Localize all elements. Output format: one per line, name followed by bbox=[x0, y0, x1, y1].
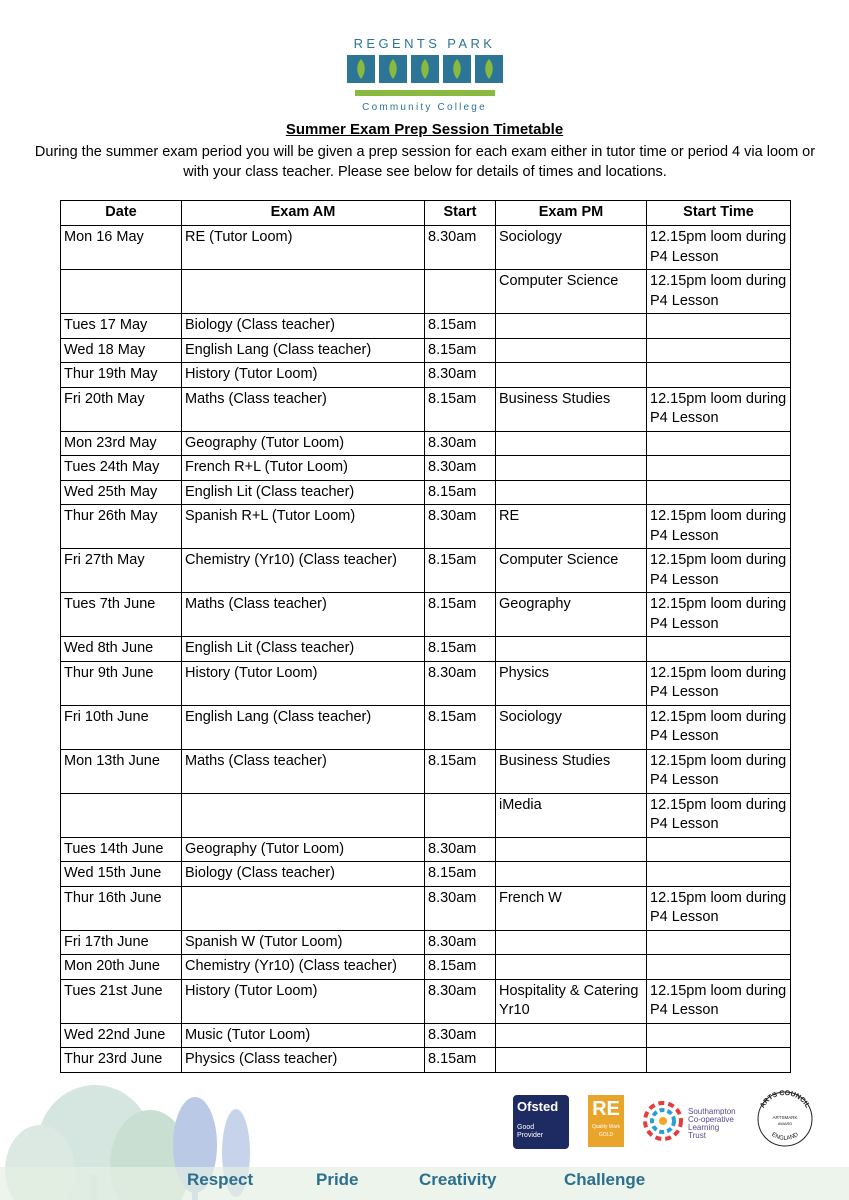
table-row bbox=[61, 793, 791, 837]
cell-date: Thur 16th June bbox=[61, 886, 182, 930]
cell-exam-am: Maths (Class teacher) bbox=[182, 749, 425, 793]
table-row bbox=[61, 363, 791, 388]
cell-exam-am: Maths (Class teacher) bbox=[182, 593, 425, 637]
cell-date: Fri 20th May bbox=[61, 387, 182, 431]
arts-council-badge bbox=[755, 1083, 815, 1153]
ofsted-line2: Provider bbox=[517, 1132, 544, 1139]
ofsted-badge bbox=[513, 1095, 569, 1149]
table-row bbox=[61, 387, 791, 431]
cell-date: Tues 7th June bbox=[61, 593, 182, 637]
table-row bbox=[61, 1023, 791, 1048]
re-quality-mark-badge bbox=[588, 1095, 624, 1147]
cell-exam-am: History (Tutor Loom) bbox=[182, 979, 425, 1023]
logo-name: REGENTS PARK bbox=[353, 36, 496, 51]
cell-start-time bbox=[647, 456, 791, 481]
cell-date: Wed 8th June bbox=[61, 637, 182, 662]
cell-exam-pm bbox=[496, 837, 647, 862]
coop-line3: Learning bbox=[688, 1123, 720, 1132]
cell-exam-am: Spanish W (Tutor Loom) bbox=[182, 930, 425, 955]
cell-start: 8.30am bbox=[425, 837, 496, 862]
cell-start: 8.30am bbox=[425, 930, 496, 955]
cell-exam-pm bbox=[496, 431, 647, 456]
cell-start: 8.30am bbox=[425, 1023, 496, 1048]
cell-date: Thur 23rd June bbox=[61, 1048, 182, 1073]
cell-date: Mon 23rd May bbox=[61, 431, 182, 456]
table-row bbox=[61, 862, 791, 887]
coop-line1: Southampton bbox=[688, 1107, 736, 1116]
cell-exam-pm: Business Studies bbox=[496, 387, 647, 431]
cell-exam-am: Biology (Class teacher) bbox=[182, 862, 425, 887]
cell-exam-am bbox=[182, 270, 425, 314]
cell-exam-pm bbox=[496, 862, 647, 887]
cell-date: Fri 10th June bbox=[61, 705, 182, 749]
cell-exam-am: RE (Tutor Loom) bbox=[182, 226, 425, 270]
svg-text:ARTS COUNCIL bbox=[759, 1090, 811, 1110]
header-exam-pm: Exam PM bbox=[496, 201, 647, 226]
value-pride: Pride bbox=[316, 1170, 359, 1189]
cell-start-time: 12.15pm loom during P4 Lesson bbox=[647, 505, 791, 549]
cell-exam-am: Biology (Class teacher) bbox=[182, 314, 425, 339]
cell-start: 8.15am bbox=[425, 314, 496, 339]
cell-exam-pm bbox=[496, 456, 647, 481]
cell-start-time: 12.15pm loom during P4 Lesson bbox=[647, 549, 791, 593]
cell-start bbox=[425, 793, 496, 837]
timetable bbox=[60, 200, 791, 1073]
cell-date: Mon 20th June bbox=[61, 955, 182, 980]
cell-exam-pm bbox=[496, 637, 647, 662]
coop-line2: Co-operative bbox=[688, 1115, 734, 1124]
cell-date: Wed 15th June bbox=[61, 862, 182, 887]
cell-exam-am: French R+L (Tutor Loom) bbox=[182, 456, 425, 481]
cell-start: 8.30am bbox=[425, 456, 496, 481]
cell-exam-am: History (Tutor Loom) bbox=[182, 661, 425, 705]
table-row bbox=[61, 661, 791, 705]
table-row bbox=[61, 456, 791, 481]
cell-exam-pm bbox=[496, 1048, 647, 1073]
arts-mid1-text: ARTSMARK bbox=[772, 1115, 798, 1120]
re-line1: Quality Mark bbox=[591, 1124, 621, 1130]
table-row bbox=[61, 270, 791, 314]
cell-start-time bbox=[647, 431, 791, 456]
cell-start-time: 12.15pm loom during P4 Lesson bbox=[647, 270, 791, 314]
cell-start: 8.30am bbox=[425, 505, 496, 549]
cell-exam-pm: French W bbox=[496, 886, 647, 930]
cell-start-time: 12.15pm loom during P4 Lesson bbox=[647, 705, 791, 749]
table-row bbox=[61, 955, 791, 980]
table-row bbox=[61, 505, 791, 549]
table-row bbox=[61, 226, 791, 270]
cell-start: 8.15am bbox=[425, 549, 496, 593]
cell-start: 8.30am bbox=[425, 431, 496, 456]
cell-exam-am: Geography (Tutor Loom) bbox=[182, 837, 425, 862]
header-date: Date bbox=[61, 201, 182, 226]
arts-bottom-text: ENGLAND bbox=[770, 1131, 800, 1142]
logo-bar bbox=[355, 90, 495, 96]
coop-line4: Trust bbox=[688, 1131, 706, 1140]
cell-date: Thur 9th June bbox=[61, 661, 182, 705]
cell-exam-pm bbox=[496, 955, 647, 980]
cell-start-time: 12.15pm loom during P4 Lesson bbox=[647, 387, 791, 431]
cell-exam-pm bbox=[496, 480, 647, 505]
table-row bbox=[61, 749, 791, 793]
cell-date: Fri 27th May bbox=[61, 549, 182, 593]
cell-date: Thur 19th May bbox=[61, 363, 182, 388]
cell-date: Fri 17th June bbox=[61, 930, 182, 955]
cell-exam-am: English Lang (Class teacher) bbox=[182, 338, 425, 363]
header-start: Start bbox=[425, 201, 496, 226]
cell-date: Thur 26th May bbox=[61, 505, 182, 549]
table-row bbox=[61, 549, 791, 593]
cell-date: Tues 21st June bbox=[61, 979, 182, 1023]
cell-start-time bbox=[647, 1023, 791, 1048]
value-challenge: Challenge bbox=[564, 1170, 646, 1189]
cell-start-time: 12.15pm loom during P4 Lesson bbox=[647, 886, 791, 930]
cell-start: 8.15am bbox=[425, 955, 496, 980]
ofsted-line1: Good bbox=[517, 1124, 535, 1131]
cell-start-time bbox=[647, 363, 791, 388]
page-title: Summer Exam Prep Session Timetable bbox=[285, 121, 564, 138]
cell-date: Mon 13th June bbox=[61, 749, 182, 793]
cell-start: 8.15am bbox=[425, 705, 496, 749]
table-row bbox=[61, 1048, 791, 1073]
cell-exam-pm: Sociology bbox=[496, 705, 647, 749]
table-row bbox=[61, 637, 791, 662]
cell-start-time bbox=[647, 837, 791, 862]
cell-start-time: 12.15pm loom during P4 Lesson bbox=[647, 749, 791, 793]
footer-values bbox=[0, 1168, 849, 1200]
ofsted-title: Ofsted bbox=[517, 1099, 559, 1114]
cell-exam-pm: iMedia bbox=[496, 793, 647, 837]
cell-exam-pm: Business Studies bbox=[496, 749, 647, 793]
cell-start-time bbox=[647, 862, 791, 887]
arts-mid2-text: AWARD bbox=[777, 1121, 793, 1126]
cell-start: 8.30am bbox=[425, 886, 496, 930]
cell-date: Wed 22nd June bbox=[61, 1023, 182, 1048]
cell-start: 8.30am bbox=[425, 979, 496, 1023]
table-row bbox=[61, 593, 791, 637]
cell-exam-pm: Computer Science bbox=[496, 270, 647, 314]
arts-top-text: ARTS COUNCIL bbox=[759, 1089, 811, 1110]
cell-date: Tues 14th June bbox=[61, 837, 182, 862]
cell-exam-am: English Lit (Class teacher) bbox=[182, 637, 425, 662]
cell-date bbox=[61, 793, 182, 837]
cell-exam-am: Chemistry (Yr10) (Class teacher) bbox=[182, 549, 425, 593]
cell-exam-am bbox=[182, 793, 425, 837]
table-row bbox=[61, 930, 791, 955]
cell-start: 8.15am bbox=[425, 637, 496, 662]
cell-exam-pm: Hospitality & Catering Yr10 bbox=[496, 979, 647, 1023]
cell-exam-pm: Geography bbox=[496, 593, 647, 637]
cell-exam-pm bbox=[496, 314, 647, 339]
cell-start: 8.15am bbox=[425, 749, 496, 793]
value-respect: Respect bbox=[187, 1170, 254, 1189]
cell-exam-am: Geography (Tutor Loom) bbox=[182, 431, 425, 456]
cell-exam-am: Music (Tutor Loom) bbox=[182, 1023, 425, 1048]
cell-exam-am: History (Tutor Loom) bbox=[182, 363, 425, 388]
cell-exam-am: Chemistry (Yr10) (Class teacher) bbox=[182, 955, 425, 980]
table-header-row bbox=[61, 201, 791, 226]
table-row bbox=[61, 338, 791, 363]
re-line2: GOLD bbox=[598, 1132, 614, 1138]
logo-subtitle: Community College bbox=[362, 102, 487, 113]
cell-start-time: 12.15pm loom during P4 Lesson bbox=[647, 226, 791, 270]
cell-start: 8.30am bbox=[425, 661, 496, 705]
cell-start-time bbox=[647, 338, 791, 363]
cell-exam-pm: Physics bbox=[496, 661, 647, 705]
cell-start-time: 12.15pm loom during P4 Lesson bbox=[647, 979, 791, 1023]
cell-start: 8.15am bbox=[425, 338, 496, 363]
cell-date: Tues 24th May bbox=[61, 456, 182, 481]
coop-trust-badge bbox=[640, 1093, 750, 1149]
cell-exam-pm bbox=[496, 363, 647, 388]
cell-date: Wed 18 May bbox=[61, 338, 182, 363]
table-row bbox=[61, 837, 791, 862]
table-row bbox=[61, 314, 791, 339]
cell-exam-pm bbox=[496, 1023, 647, 1048]
cell-exam-pm bbox=[496, 338, 647, 363]
cell-start: 8.15am bbox=[425, 480, 496, 505]
cell-start: 8.30am bbox=[425, 226, 496, 270]
cell-exam-am: English Lit (Class teacher) bbox=[182, 480, 425, 505]
school-logo bbox=[0, 36, 849, 113]
cell-date bbox=[61, 270, 182, 314]
cell-start-time bbox=[647, 930, 791, 955]
table-row bbox=[61, 886, 791, 930]
cell-exam-pm: RE bbox=[496, 505, 647, 549]
table-body bbox=[61, 226, 791, 1073]
cell-exam-am bbox=[182, 886, 425, 930]
coop-logo-icon bbox=[640, 1093, 686, 1149]
cell-start-time: 12.15pm loom during P4 Lesson bbox=[647, 793, 791, 837]
cell-start: 8.15am bbox=[425, 593, 496, 637]
cell-start: 8.30am bbox=[425, 363, 496, 388]
cell-start-time bbox=[647, 480, 791, 505]
header-start-time: Start Time bbox=[647, 201, 791, 226]
table-row bbox=[61, 979, 791, 1023]
cell-date: Tues 17 May bbox=[61, 314, 182, 339]
cell-start-time bbox=[647, 314, 791, 339]
cell-exam-pm bbox=[496, 930, 647, 955]
cell-start bbox=[425, 270, 496, 314]
cell-start-time bbox=[647, 1048, 791, 1073]
table-row bbox=[61, 480, 791, 505]
table-row bbox=[61, 705, 791, 749]
cell-start-time bbox=[647, 637, 791, 662]
cell-exam-am: Maths (Class teacher) bbox=[182, 387, 425, 431]
logo-trees-icon bbox=[347, 55, 503, 83]
value-creativity: Creativity bbox=[419, 1170, 497, 1189]
cell-date: Mon 16 May bbox=[61, 226, 182, 270]
table-row bbox=[61, 431, 791, 456]
svg-text:ENGLAND bbox=[770, 1132, 800, 1142]
cell-start-time: 12.15pm loom during P4 Lesson bbox=[647, 593, 791, 637]
cell-start-time: 12.15pm loom during P4 Lesson bbox=[647, 661, 791, 705]
cell-exam-pm: Sociology bbox=[496, 226, 647, 270]
cell-exam-am: Spanish R+L (Tutor Loom) bbox=[182, 505, 425, 549]
cell-start: 8.15am bbox=[425, 862, 496, 887]
intro-text: During the summer exam period you will be given a prep session for each exam either in tutor time or period 4 via loom or with your class teacher. Please see below for details of times and locations. bbox=[34, 144, 816, 180]
cell-exam-pm: Computer Science bbox=[496, 549, 647, 593]
cell-date: Wed 25th May bbox=[61, 480, 182, 505]
cell-start-time bbox=[647, 955, 791, 980]
header-exam-am: Exam AM bbox=[182, 201, 425, 226]
cell-exam-am: English Lang (Class teacher) bbox=[182, 705, 425, 749]
cell-start: 8.15am bbox=[425, 1048, 496, 1073]
cell-start: 8.15am bbox=[425, 387, 496, 431]
re-title: RE bbox=[592, 1098, 620, 1120]
cell-exam-am: Physics (Class teacher) bbox=[182, 1048, 425, 1073]
